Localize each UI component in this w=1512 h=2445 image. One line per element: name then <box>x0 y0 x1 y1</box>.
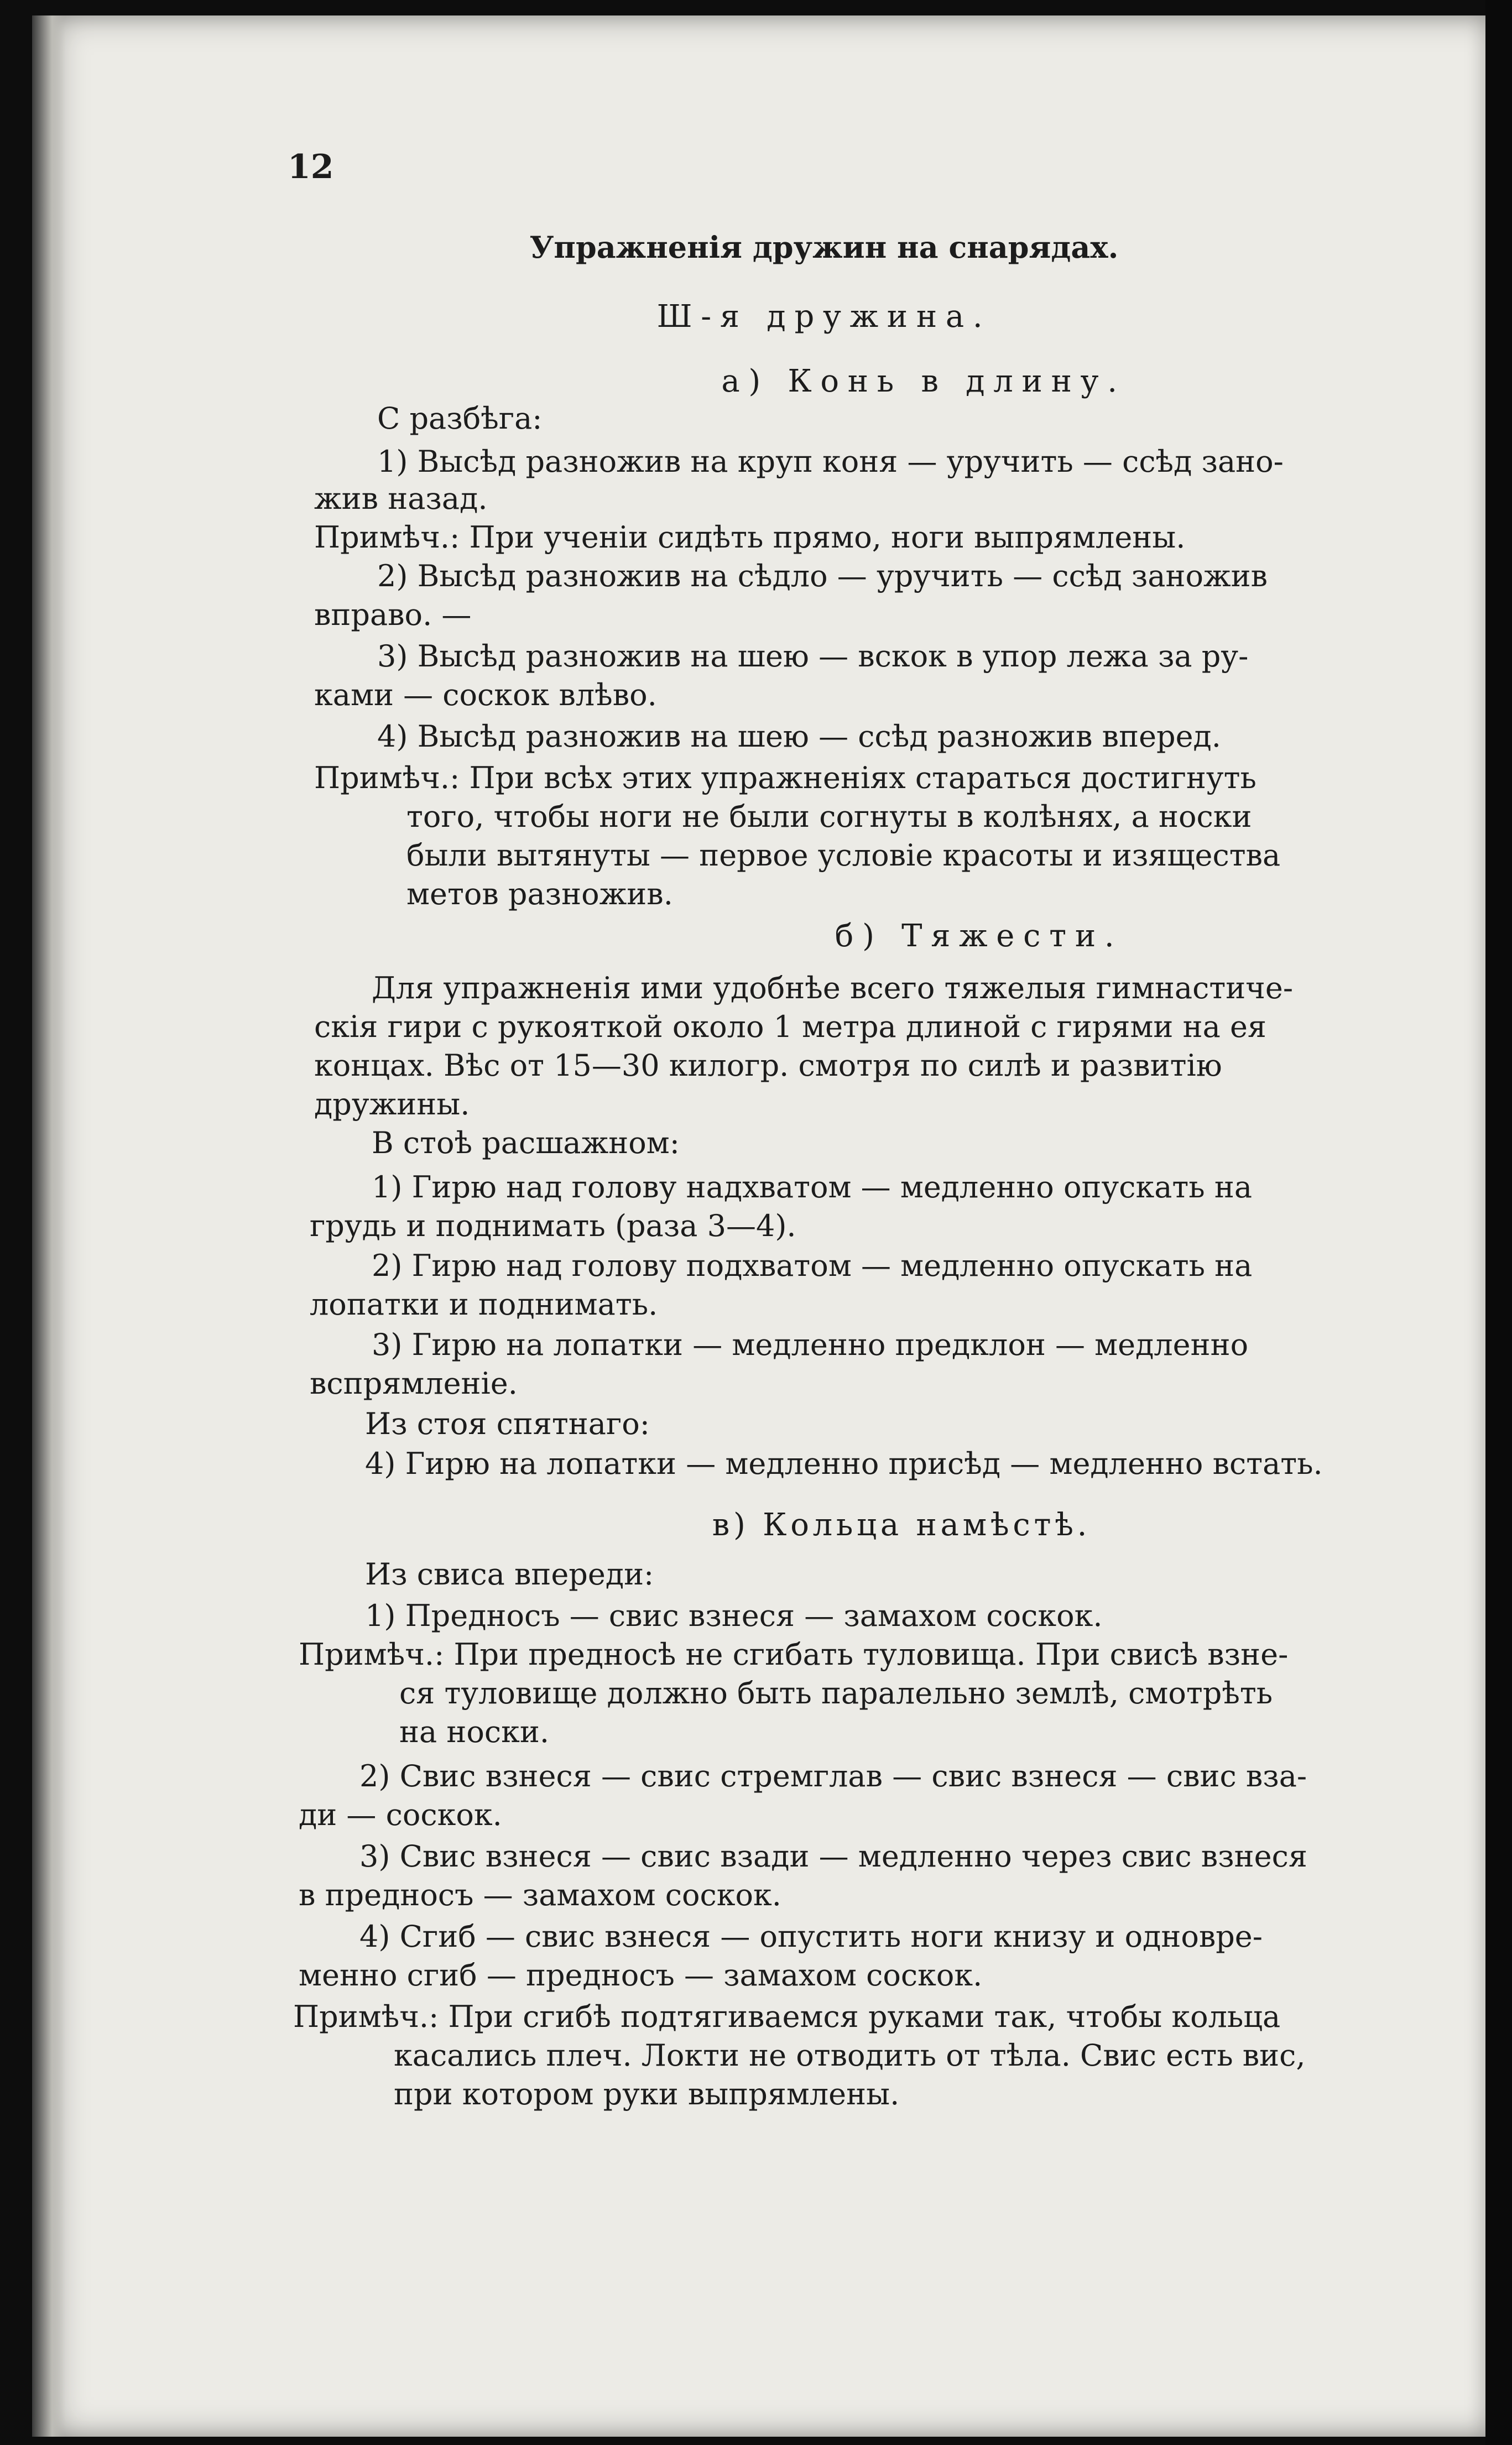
text-line: лопатки и поднимать. <box>310 1287 658 1322</box>
text-line: 2) Высѣд разножив на сѣдло — уручить — ссѣд заножив <box>377 559 1268 593</box>
text-line: 3) Гирю на лопатки — медленно предклон — медленно <box>372 1327 1249 1362</box>
section-heading-b: б) Тяжести. <box>835 918 1123 954</box>
note-line: ся туловище должно быть паралельно землѣ, смотрѣть <box>399 1676 1273 1711</box>
text-line: 4) Высѣд разножив на шею — ссѣд разножив вперед. <box>377 719 1221 754</box>
text-line: вспрямленіе. <box>310 1366 518 1401</box>
text-line: менно сгиб — предносъ — замахом соскок. <box>299 1958 983 1993</box>
text-line: дружины. <box>314 1087 470 1122</box>
team-heading: Ш-я дружина. <box>656 299 992 335</box>
text-line: 4) Сгиб — свис взнеся — опустить ноги книзу и одновре- <box>359 1919 1263 1954</box>
note-line: касались плеч. Локти не отводить от тѣла. Свис есть вис, <box>394 2038 1306 2073</box>
note-line: при котором руки выпрямлены. <box>394 2077 900 2112</box>
note-line: того, чтобы ноги не были согнуты в колѣнях, а носки <box>406 799 1252 834</box>
text-line: в предносъ — замахом соскок. <box>299 1878 781 1912</box>
text-line: 3) Высѣд разножив на шею — вскок в упор лежа за ру- <box>377 639 1249 674</box>
page-title: Упражненія дружин на снарядах. <box>529 230 1119 265</box>
text-line: 1) Высѣд разножив на круп коня — уручить — ссѣд зано- <box>377 444 1284 479</box>
text-line: 1) Гирю над голову надхватом — медленно опускать на <box>372 1170 1253 1205</box>
text-line: Для упражненія ими удобнѣе всего тяжелыя гимнастиче- <box>372 971 1294 1005</box>
text-line: Из свиса впереди: <box>365 1557 654 1592</box>
note-line: на носки. <box>399 1714 550 1749</box>
page-number: 12 <box>288 148 334 186</box>
text-line: 3) Свис взнеся — свис взади — медленно через свис взнеся <box>359 1839 1307 1874</box>
note-line: Примѣч.: При всѣх этих упражненіях стараться достигнуть <box>314 760 1256 795</box>
text-line: скія гири с рукояткой около 1 метра длиной с гирями на ея <box>314 1009 1266 1044</box>
text-line: Из стоя спятнаго: <box>365 1406 650 1441</box>
text-line: В стоѣ расшажном: <box>372 1125 680 1160</box>
note-line: были вытянуты — первое условіе красоты и изящества <box>406 838 1281 873</box>
section-heading-a: а) Конь в длину. <box>721 363 1126 399</box>
text-line: жив назад. <box>314 481 488 516</box>
text-line: ди — соскок. <box>299 1797 502 1832</box>
text-line: 2) Свис взнеся — свис стремглав — свис взнеся — свис вза- <box>359 1759 1307 1794</box>
text-line: грудь и поднимать (раза 3—4). <box>310 1208 796 1243</box>
text-line: ками — соскок влѣво. <box>314 677 657 712</box>
text-line: С разбѣга: <box>377 401 543 436</box>
text-line: 4) Гирю на лопатки — медленно присѣд — медленно встать. <box>365 1446 1323 1481</box>
text-line: концах. Вѣс от 15—30 килогр. смотря по силѣ и развитію <box>314 1048 1222 1083</box>
note-line: Примѣч.: При предносѣ не сгибать туловища. При свисѣ взне- <box>299 1637 1289 1672</box>
section-heading-c: в) Кольца намѣстѣ. <box>712 1507 1091 1543</box>
note-line: метов разножив. <box>406 877 673 911</box>
note-line: Примѣч.: При ученіи сидѣть прямо, ноги выпрямлены. <box>314 520 1186 555</box>
note-line: Примѣч.: При сгибѣ подтягиваемся руками так, чтобы кольца <box>293 1999 1281 2034</box>
text-line: 2) Гирю над голову подхватом — медленно опускать на <box>372 1248 1253 1283</box>
text-line: вправо. — <box>314 597 472 632</box>
text-line: 1) Предносъ — свис взнеся — замахом соскок. <box>365 1598 1103 1633</box>
